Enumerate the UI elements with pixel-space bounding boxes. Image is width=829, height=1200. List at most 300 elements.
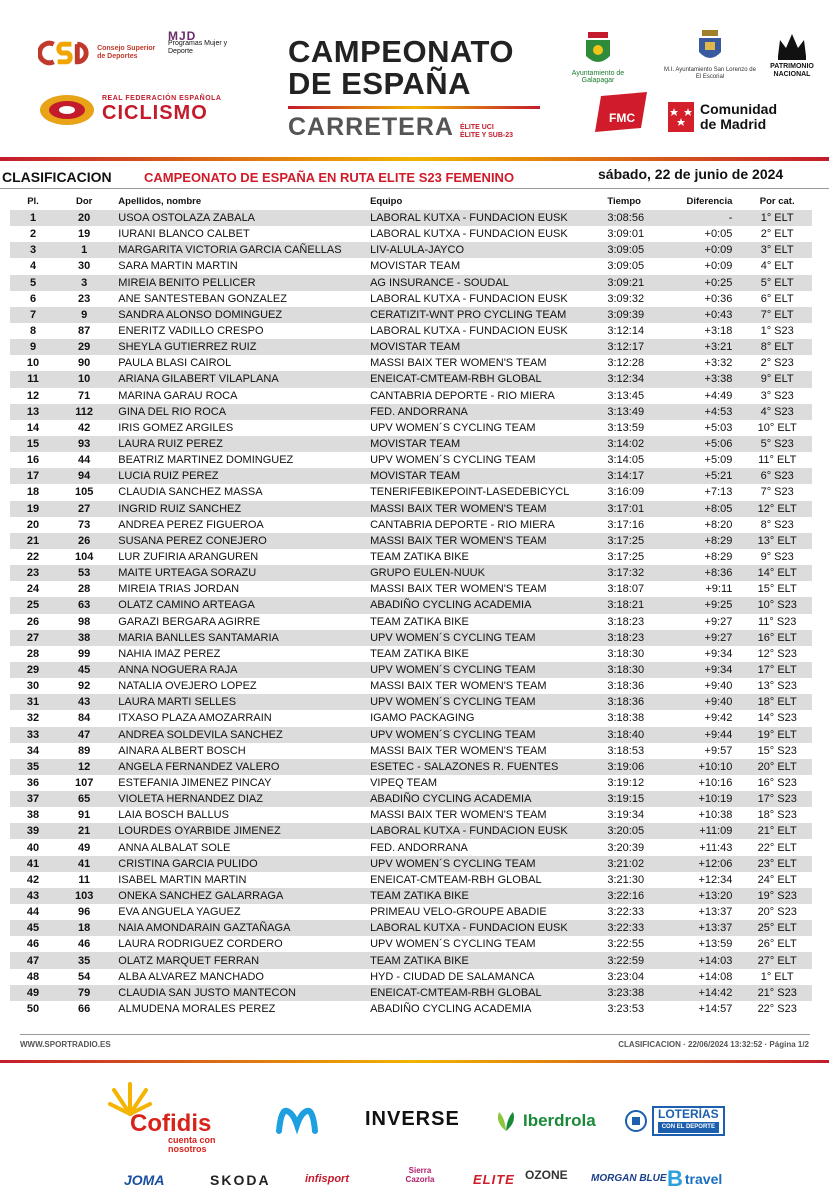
- rider-name-cell: SHEYLA GUTIERREZ RUIZ: [112, 339, 370, 355]
- gap-cell: +3:21: [669, 339, 743, 355]
- comunidad-madrid-logo: [668, 100, 788, 134]
- team-cell: LABORAL KUTXA - FUNDACION EUSK: [370, 920, 607, 936]
- gap-cell: +3:32: [704, 357, 733, 370]
- time-cell: 3:22:16: [607, 888, 668, 904]
- bib-cell: 96: [78, 906, 91, 919]
- bib-cell: 9: [56, 307, 112, 323]
- col-team: Equipo: [370, 195, 403, 207]
- bib-cell: 98: [78, 615, 91, 628]
- table-row: [10, 646, 812, 662]
- bib-cell: 35: [56, 952, 112, 968]
- rfec-wheel-icon: [38, 93, 96, 127]
- position-cell: 25: [10, 597, 56, 613]
- position-cell: 8: [29, 325, 37, 338]
- gap-cell: +10:38: [698, 809, 733, 822]
- title-line-1: CAMPEONATO: [288, 34, 515, 69]
- time-cell: 3:09:21: [607, 275, 668, 291]
- category-rank-cell: 7° S23: [760, 486, 794, 499]
- table-row: [10, 904, 812, 920]
- time-cell: 3:19:12: [607, 776, 645, 789]
- team-cell: MASSI BAIX TER WOMEN'S TEAM: [370, 533, 607, 549]
- rider-name-cell: NATALIA OVEJERO LOPEZ: [118, 680, 257, 693]
- time-cell: 3:14:02: [607, 436, 668, 452]
- crown-icon: [775, 30, 809, 60]
- position-cell: 34: [26, 744, 40, 757]
- time-cell: 3:18:36: [607, 680, 645, 693]
- table-row: [10, 404, 812, 420]
- position-cell: 22: [26, 551, 40, 564]
- position-cell: 7: [10, 307, 56, 323]
- footer-divider: [20, 1034, 810, 1035]
- bib-cell: 20: [56, 210, 112, 226]
- table-row: [10, 549, 812, 565]
- category-rank-cell: 7° ELT: [742, 307, 812, 323]
- category-rank-cell: 21° S23: [742, 985, 812, 1001]
- bib-cell: 105: [74, 486, 94, 499]
- bib-cell: 45: [56, 662, 112, 678]
- escorial-shield-icon: [697, 30, 723, 64]
- fmc-mark-icon: [595, 92, 651, 132]
- bib-cell: 18: [56, 920, 112, 936]
- time-cell: 3:18:23: [607, 615, 645, 628]
- table-row: [10, 210, 812, 226]
- rider-name-cell: MIREIA TRIAS JORDAN: [118, 583, 240, 596]
- gap-cell: +5:03: [704, 421, 733, 434]
- bib-cell: 53: [56, 565, 112, 581]
- time-cell: 3:18:07: [607, 583, 645, 596]
- team-cell: UPV WOMEN´S CYCLING TEAM: [370, 727, 607, 743]
- col-bib: Dor: [75, 195, 93, 207]
- team-cell: LABORAL KUTXA - FUNDACION EUSK: [370, 325, 568, 338]
- gap-cell: +9:40: [669, 694, 743, 710]
- table-row: [10, 339, 812, 355]
- position-cell: 17: [10, 468, 56, 484]
- table-row: [10, 775, 812, 791]
- rfec-small-text: REAL FEDERACIÓN ESPAÑOLA: [102, 95, 222, 102]
- bib-cell: 47: [56, 727, 112, 743]
- category-rank-cell: 26° ELT: [757, 938, 797, 951]
- iberdrola-name: Iberdrola: [523, 1111, 596, 1130]
- results-body: [10, 210, 812, 1017]
- table-row: [10, 323, 812, 339]
- rider-name-cell: LAURA MARTI SELLES: [112, 694, 370, 710]
- event-title: CAMPEONATO DE ESPAÑA EN RUTA ELITE S23 FEMENINO: [144, 170, 515, 185]
- gap-cell: +5:06: [669, 436, 743, 452]
- cofidis-tagline-2: nosotros: [168, 1144, 207, 1154]
- time-cell: 3:18:30: [607, 647, 645, 660]
- bib-cell: 104: [74, 551, 94, 564]
- classification-label: CLASIFICACION: [2, 169, 112, 185]
- rider-name-cell: OLATZ CAMINO ARTEAGA: [112, 597, 370, 613]
- footer-color-bar: [0, 1060, 829, 1063]
- championship-title: [288, 36, 548, 140]
- team-cell: UPV WOMEN´S CYCLING TEAM: [370, 694, 607, 710]
- galapagar-logo: [560, 32, 636, 84]
- table-row: [10, 436, 812, 452]
- cofidis-name: Cofidis: [130, 1110, 212, 1137]
- time-cell: 3:18:23: [607, 630, 668, 646]
- category-rank-cell: 23° ELT: [742, 856, 812, 872]
- category-rank-cell: 17° S23: [742, 791, 812, 807]
- team-cell: HYD - CIUDAD DE SALAMANCA: [370, 970, 535, 983]
- gap-cell: +12:34: [698, 873, 733, 886]
- position-cell: 45: [10, 920, 56, 936]
- cazorla-top: Sierra: [408, 1166, 432, 1175]
- bib-cell: 66: [78, 1002, 91, 1015]
- cofidis-logo: [90, 1080, 230, 1154]
- rider-name-cell: SARA MARTIN MARTIN: [118, 260, 238, 273]
- time-cell: 3:12:17: [607, 339, 668, 355]
- team-cell: MASSI BAIX TER WOMEN'S TEAM: [370, 744, 547, 757]
- bib-cell: 10: [56, 371, 112, 387]
- position-cell: 2: [29, 228, 37, 241]
- category-rank-cell: 25° ELT: [742, 920, 812, 936]
- team-cell: ABADIÑO CYCLING ACADEMIA: [370, 791, 607, 807]
- position-cell: 36: [26, 776, 40, 789]
- bib-cell: 112: [56, 404, 112, 420]
- position-cell: 30: [26, 680, 40, 693]
- category-rank-cell: 16° ELT: [742, 630, 812, 646]
- table-row: [10, 371, 812, 387]
- rider-name-cell: CLAUDIA SANCHEZ MASSA: [118, 486, 263, 499]
- gap-cell: +9:27: [669, 630, 743, 646]
- position-cell: 29: [10, 662, 56, 678]
- rider-name-cell: GARAZI BERGARA AGIRRE: [118, 615, 261, 628]
- rider-name-cell: MARINA GARAU ROCA: [118, 389, 238, 402]
- team-cell: LABORAL KUTXA - FUNDACION EUSK: [370, 292, 568, 305]
- position-cell: 35: [10, 759, 56, 775]
- rider-name-cell: ALBA ALVAREZ MANCHADO: [118, 970, 264, 983]
- rider-name-cell: LUCIA RUIZ PEREZ: [112, 468, 370, 484]
- position-cell: 10: [26, 357, 40, 370]
- time-cell: 3:19:06: [607, 759, 668, 775]
- time-cell: 3:09:05: [607, 260, 645, 273]
- gap-cell: +14:03: [669, 952, 743, 968]
- team-cell: IGAMO PACKAGING: [370, 712, 475, 725]
- rider-name-cell: ALMUDENA MORALES PEREZ: [118, 1002, 276, 1015]
- bib-cell: 92: [78, 680, 91, 693]
- table-row: [10, 936, 812, 952]
- team-cell: CERATIZIT-WNT PRO CYCLING TEAM: [370, 307, 607, 323]
- rider-name-cell: MARGARITA VICTORIA GARCIA CAÑELLAS: [112, 242, 370, 258]
- bib-cell: 49: [78, 841, 91, 854]
- gap-cell: +13:59: [698, 938, 733, 951]
- loterias-name: LOTERÍAS: [658, 1107, 719, 1121]
- table-row: [10, 597, 812, 613]
- time-cell: 3:17:25: [607, 533, 668, 549]
- footer-website: WWW.SPORTRADIO.ES: [20, 1040, 111, 1049]
- gap-cell: +5:09: [704, 454, 733, 467]
- time-cell: 3:13:49: [607, 404, 668, 420]
- team-cell: ESETEC - SALAZONES R. FUENTES: [370, 759, 607, 775]
- table-row: [10, 484, 812, 500]
- category-rank-cell: 5° S23: [742, 436, 812, 452]
- bib-cell: 42: [78, 421, 91, 434]
- footer-page-info: CLASIFICACION · 22/06/2024 13:32:52 · Página 1/2: [618, 1040, 809, 1049]
- table-row: [10, 355, 812, 371]
- rider-name-cell: ISABEL MARTIN MARTIN: [118, 873, 247, 886]
- bib-cell: 93: [56, 436, 112, 452]
- category-rank-cell: 11° ELT: [758, 454, 797, 467]
- comunidad-madrid-text: Comunidad de Madrid: [700, 101, 777, 132]
- gap-cell: +9:25: [669, 597, 743, 613]
- team-cell: MASSI BAIX TER WOMEN'S TEAM: [370, 809, 547, 822]
- csd-text: Consejo Superior de Deportes: [97, 45, 156, 60]
- category-rank-cell: 1° ELT: [742, 210, 812, 226]
- rider-name-cell: VIOLETA HERNANDEZ DIAZ: [112, 791, 370, 807]
- bib-cell: 107: [74, 776, 94, 789]
- bib-cell: 73: [78, 518, 91, 531]
- table-row: [10, 388, 812, 404]
- table-row: [10, 888, 812, 904]
- position-cell: 49: [10, 985, 56, 1001]
- team-cell: GRUPO EULEN-NUUK: [370, 565, 607, 581]
- madrid-flag-icon: [668, 102, 694, 132]
- classification-header: [0, 166, 829, 190]
- bib-cell: 94: [56, 468, 112, 484]
- rider-name-cell: LAIA BOSCH BALLUS: [118, 809, 229, 822]
- morgan-blue-logo: MORGAN BLUE: [591, 1173, 667, 1184]
- gap-cell: +9:11: [705, 583, 733, 596]
- galapagar-text: Ayuntamiento de Galapagar: [571, 70, 625, 84]
- table-row: [10, 291, 812, 307]
- team-cell: UPV WOMEN´S CYCLING TEAM: [370, 630, 607, 646]
- team-cell: LIV-ALULA-JAYCO: [370, 242, 607, 258]
- bib-cell: 28: [78, 583, 91, 596]
- table-header-row: [10, 192, 812, 210]
- team-cell: PRIMEAU VELO-GROUPE ABADIE: [370, 906, 547, 919]
- btravel-b: B: [667, 1166, 683, 1191]
- position-cell: 46: [26, 938, 40, 951]
- team-cell: TEAM ZATIKA BIKE: [370, 615, 469, 628]
- gap-cell: +8:05: [669, 501, 743, 517]
- table-row: [10, 420, 812, 436]
- position-cell: 31: [10, 694, 56, 710]
- team-cell: ENEICAT-CMTEAM-RBH GLOBAL: [370, 371, 607, 387]
- rider-name-cell: GINA DEL RIO ROCA: [112, 404, 370, 420]
- table-row: [10, 856, 812, 872]
- category-rank-cell: 9° ELT: [742, 371, 812, 387]
- title-sub-2: ÉLITE Y SUB-23: [459, 132, 513, 139]
- rider-name-cell: ANDREA SOLDEVILA SANCHEZ: [112, 727, 370, 743]
- category-rank-cell: 9° S23: [760, 551, 794, 564]
- loterias-emblem-icon: [624, 1109, 648, 1133]
- team-cell: ABADIÑO CYCLING ACADEMIA: [370, 1002, 532, 1015]
- rider-name-cell: INGRID RUIZ SANCHEZ: [112, 501, 370, 517]
- iberdrola-leaf-icon: [493, 1110, 519, 1132]
- elite-logo: ELITE: [473, 1172, 515, 1187]
- gap-cell: +9:34: [669, 662, 743, 678]
- position-cell: 50: [26, 1002, 40, 1015]
- gap-cell: +14:57: [698, 1002, 733, 1015]
- team-cell: LABORAL KUTXA - FUNDACION EUSK: [370, 228, 568, 241]
- position-cell: 44: [26, 906, 40, 919]
- title-sub-1: ÉLITE UCI: [459, 124, 494, 131]
- bib-cell: 43: [56, 694, 112, 710]
- table-row: [10, 678, 812, 694]
- category-rank-cell: 13° ELT: [742, 533, 812, 549]
- table-row: [10, 517, 812, 533]
- galapagar-shield-icon: [584, 32, 612, 68]
- position-cell: 1: [10, 210, 56, 226]
- gap-cell: +14:08: [698, 970, 733, 983]
- table-row: [10, 969, 812, 985]
- iberdrola-logo: [493, 1110, 596, 1132]
- gap-cell: +8:29: [669, 533, 743, 549]
- category-rank-cell: 5° ELT: [742, 275, 812, 291]
- joma-logo: JOMA: [124, 1172, 165, 1188]
- category-rank-cell: 20° ELT: [742, 759, 812, 775]
- gap-cell: +0:43: [669, 307, 743, 323]
- title-line-2: DE ESPAÑA: [288, 66, 472, 101]
- time-cell: 3:22:33: [607, 920, 668, 936]
- gap-cell: +10:19: [669, 791, 743, 807]
- table-row: [10, 807, 812, 823]
- gap-cell: +9:42: [704, 712, 733, 725]
- col-category: Por cat.: [759, 195, 795, 207]
- table-row: [10, 727, 812, 743]
- team-cell: TEAM ZATIKA BIKE: [370, 647, 469, 660]
- rider-name-cell: BEATRIZ MARTINEZ DOMINGUEZ: [118, 454, 294, 467]
- category-rank-cell: 3° S23: [760, 389, 794, 402]
- header-divider: [0, 157, 829, 161]
- time-cell: 3:20:39: [607, 841, 645, 854]
- mjd-title: MJD: [168, 29, 197, 43]
- bib-cell: 1: [56, 242, 112, 258]
- category-rank-cell: 24° ELT: [757, 873, 797, 886]
- cazorla-name: Cazorla: [405, 1175, 435, 1184]
- table-row: [10, 307, 812, 323]
- category-rank-cell: 10° ELT: [757, 421, 797, 434]
- gap-cell: +12:06: [669, 856, 743, 872]
- team-cell: MASSI BAIX TER WOMEN'S TEAM: [370, 680, 547, 693]
- position-cell: 24: [26, 583, 40, 596]
- bib-cell: 103: [56, 888, 112, 904]
- category-rank-cell: 12° ELT: [742, 501, 812, 517]
- table-row: [10, 823, 812, 839]
- title-divider: [288, 106, 540, 109]
- table-row: [10, 662, 812, 678]
- gap-cell: +0:36: [704, 292, 733, 305]
- rider-name-cell: ITXASO PLAZA AMOZARRAIN: [118, 712, 272, 725]
- bib-cell: 87: [78, 325, 91, 338]
- rider-name-cell: CRISTINA GARCIA PULIDO: [112, 856, 370, 872]
- position-cell: 13: [10, 404, 56, 420]
- position-cell: 6: [29, 292, 37, 305]
- position-cell: 14: [26, 421, 40, 434]
- category-rank-cell: 1° S23: [760, 325, 794, 338]
- table-row: [10, 501, 812, 517]
- time-cell: 3:23:04: [607, 970, 645, 983]
- gap-cell: +8:29: [704, 551, 733, 564]
- bib-cell: 91: [78, 809, 91, 822]
- rider-name-cell: PAULA BLASI CAIROL: [118, 357, 232, 370]
- category-rank-cell: 4° ELT: [760, 260, 794, 273]
- position-cell: 4: [29, 260, 37, 273]
- team-cell: AG INSURANCE - SOUDAL: [370, 275, 607, 291]
- time-cell: 3:17:32: [607, 565, 668, 581]
- table-row: [10, 952, 812, 968]
- rider-name-cell: NAIA AMONDARAIN GAZTAÑAGA: [112, 920, 370, 936]
- header-underline: [0, 188, 829, 189]
- escorial-text: M.I. Ayuntamiento San Lorenzo de El Escorial: [664, 67, 756, 80]
- position-cell: 48: [26, 970, 40, 983]
- position-cell: 41: [10, 856, 56, 872]
- bib-cell: 90: [78, 357, 91, 370]
- csd-logo: [38, 38, 158, 68]
- table-row: [10, 565, 812, 581]
- team-cell: LABORAL KUTXA - FUNDACION EUSK: [370, 823, 607, 839]
- gap-cell: +8:20: [704, 518, 733, 531]
- bib-cell: 54: [78, 970, 91, 983]
- rider-name-cell: ESTEFANIA JIMENEZ PINCAY: [118, 776, 272, 789]
- time-cell: 3:18:38: [607, 712, 645, 725]
- event-date: sábado, 22 de junio de 2024: [598, 166, 784, 182]
- rfec-big-text: CICLISMO: [102, 102, 208, 124]
- time-cell: 3:19:34: [607, 809, 645, 822]
- ozone-logo: OZONE: [525, 1168, 568, 1182]
- gap-cell: +4:49: [704, 389, 733, 402]
- position-cell: 43: [10, 888, 56, 904]
- gap-cell: +10:10: [669, 759, 743, 775]
- team-cell: UPV WOMEN´S CYCLING TEAM: [370, 421, 536, 434]
- table-row: [10, 985, 812, 1001]
- category-rank-cell: 13° S23: [757, 680, 797, 693]
- rider-name-cell: ONEKA SANCHEZ GALARRAGA: [112, 888, 370, 904]
- table-row: [10, 710, 812, 726]
- gap-cell: +0:25: [669, 275, 743, 291]
- team-cell: FED. ANDORRANA: [370, 841, 468, 854]
- time-cell: 3:17:25: [607, 551, 645, 564]
- gap-cell: +13:37: [698, 906, 733, 919]
- table-row: [10, 1001, 812, 1017]
- table-row: [10, 839, 812, 855]
- gap-cell: +3:18: [704, 325, 733, 338]
- time-cell: 3:22:59: [607, 952, 668, 968]
- position-cell: 47: [10, 952, 56, 968]
- team-cell: MOVISTAR TEAM: [370, 339, 607, 355]
- team-cell: ENEICAT-CMTEAM-RBH GLOBAL: [370, 873, 542, 886]
- rider-name-cell: SANDRA ALONSO DOMINGUEZ: [112, 307, 370, 323]
- category-rank-cell: 20° S23: [757, 906, 797, 919]
- position-cell: 11: [10, 371, 56, 387]
- rider-name-cell: ANNA ALBALAT SOLE: [118, 841, 231, 854]
- position-cell: 23: [10, 565, 56, 581]
- position-cell: 28: [26, 647, 40, 660]
- btravel-name: travel: [684, 1171, 723, 1187]
- bib-cell: 11: [78, 873, 90, 886]
- rider-name-cell: MAITE URTEAGA SORAZU: [112, 565, 370, 581]
- gap-cell: -: [669, 210, 743, 226]
- bib-cell: 44: [78, 454, 91, 467]
- fmc-text: FMC: [609, 111, 635, 125]
- team-cell: VIPEQ TEAM: [370, 776, 438, 789]
- loterias-sub: CON EL DEPORTE: [658, 1122, 719, 1133]
- bib-cell: 29: [56, 339, 112, 355]
- position-cell: 38: [26, 809, 40, 822]
- rider-name-cell: IURANI BLANCO CALBET: [118, 228, 250, 241]
- bib-cell: 27: [56, 501, 112, 517]
- results-table: [10, 192, 812, 1017]
- position-cell: 3: [10, 242, 56, 258]
- rider-name-cell: LUR ZUFIRIA ARANGUREN: [118, 551, 259, 564]
- movistar-m-icon: [275, 1105, 319, 1135]
- time-cell: 3:13:45: [607, 389, 645, 402]
- category-rank-cell: 22° S23: [757, 1002, 797, 1015]
- team-cell: LABORAL KUTXA - FUNDACION EUSK: [370, 210, 607, 226]
- rider-name-cell: ANDREA PEREZ FIGUEROA: [118, 518, 264, 531]
- gap-cell: +8:36: [669, 565, 743, 581]
